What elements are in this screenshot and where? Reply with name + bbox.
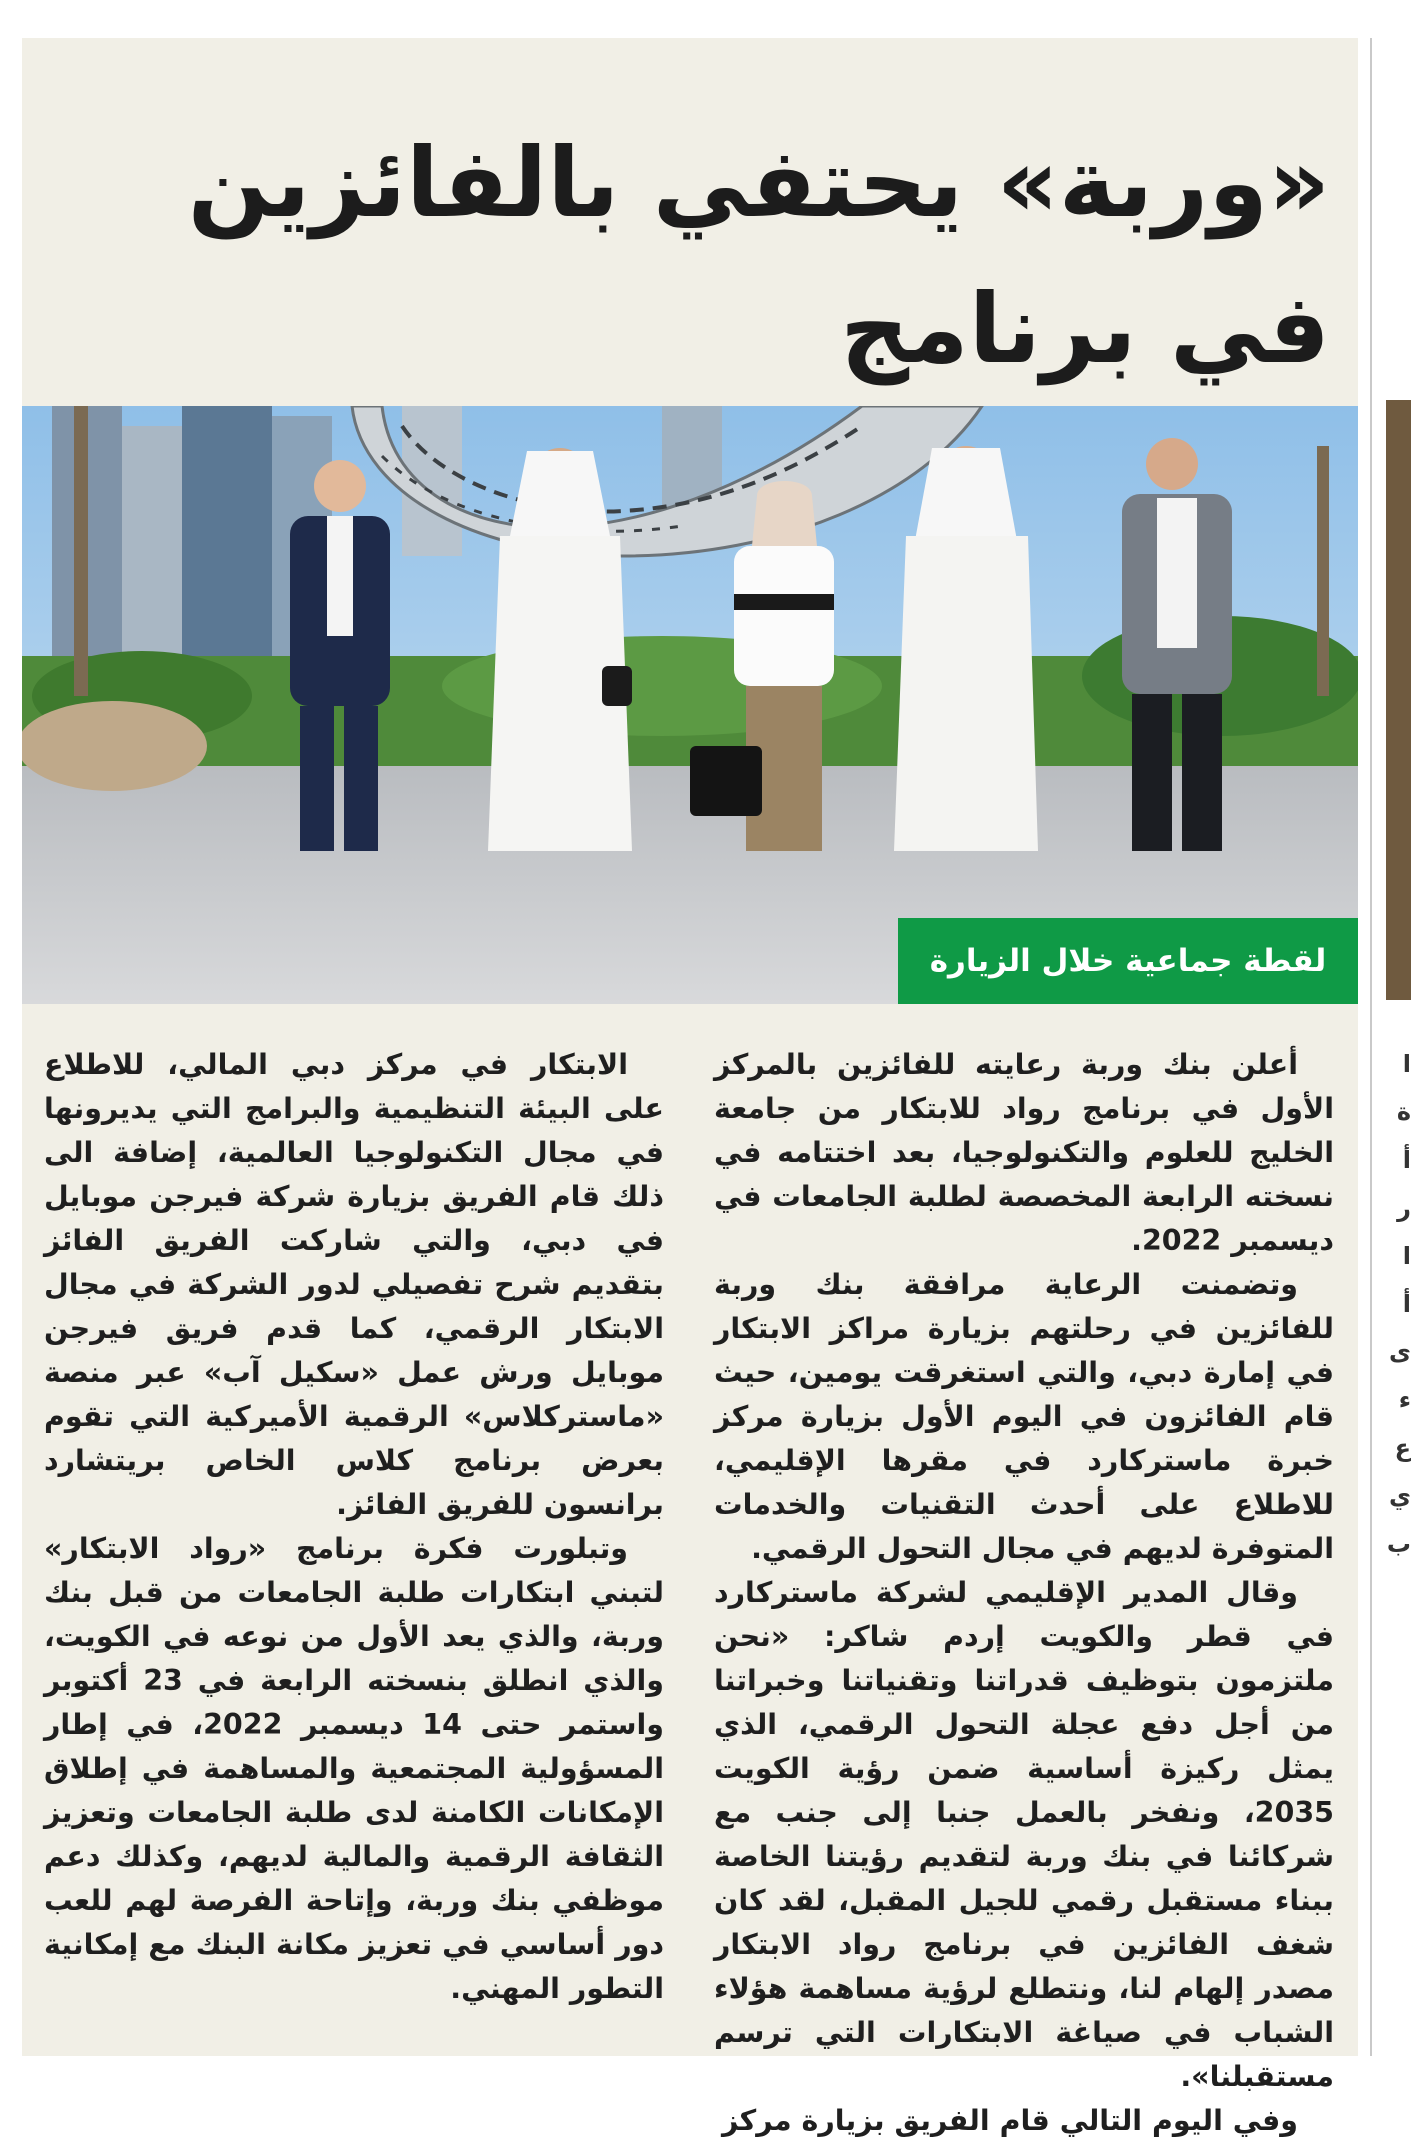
paragraph: وتضمنت الرعاية مرافقة بنك وربة للفائزين في رحلتهم بزيارة مراكز الابتكار في إمارة دبي، والتي استغرقت يومين، حيث قام الفائزون في اليوم الأول بزيارة مركز خبرة ماستركارد في مقرها الإقليمي، للاطلاع على أحدث التقنيات والخدمات المتوفرة لديهم في مجال التحول الرقمي.	[714, 1268, 1334, 1565]
page-edge-divider	[1370, 38, 1372, 2056]
headline-line-1: «وربة» يحتفي بالفائزين في برنامج	[187, 127, 1330, 385]
article-page	[22, 38, 1358, 2137]
side-letter: ة	[1396, 1098, 1411, 1126]
paragraph: وقال المدير الإقليمي لشركة ماستركارد في قطر والكويت إردم شاكر: «نحن ملتزمون بتوظيف قدراتنا وتقنياتنا وخبراتنا من أجل دفع عجلة التحول الرقمي، الذي يمثل ركيزة أساسية ضمن رؤية الكويت 2035، ونفخر بالعمل جنبا إلى جنب مع شركائنا في بنك وربة لتقديم رؤيتنا الخاصة ببناء مستقبل رقمي للجيل المقبل، لقد كان شغف الفائزين في برنامج رواد الابتكار مصدر إلهام لنا، ونتطلع لرؤية مساهمة هؤلاء الشباب في صياغة الابتكارات التي ترسم مستقبلنا».	[714, 1576, 1334, 2093]
article-column-left	[44, 1043, 664, 2011]
paragraph: أعلن بنك وربة رعايته للفائزين بالمركز الأول في برنامج رواد للابتكار من جامعة الخليج للعلوم والتكنولوجيا، بعد اختتامه في نسخته الرابعة المخصصة لطلبة الجامعات في ديسمبر 2022.	[714, 1048, 1334, 1257]
side-letter: ب	[1386, 1530, 1411, 1558]
side-letter: أ	[1402, 1146, 1411, 1174]
article-column-right	[714, 1043, 1334, 2143]
side-letter: ا	[1402, 1242, 1411, 1270]
paragraph: وتبلورت فكرة برنامج «رواد الابتكار» لتبني ابتكارات طلبة الجامعات من قبل بنك وربة، والذي يعد الأول من نوعه في الكويت، والذي انطلق بنسخته الرابعة في 23 أكتوبر واستمر حتى 14 ديسمبر 2022، في إطار المسؤولية المجتمعية والمساهمة في إطلاق الإمكانات الكامنة لدى طلبة الجامعات وتعزيز الثقافة الرقمية والمالية لديهم، وكذلك دعم موظفي بنك وربة، وإتاحة الفرصة لهم للعب دور أساسي في تعزيز مكانة البنك مع إمكانية التطور المهني.	[44, 1532, 665, 2005]
side-letter: ى	[1389, 1338, 1411, 1366]
side-letter: ي	[1389, 1482, 1411, 1510]
adjacent-page-text-fragments	[1386, 1040, 1411, 1568]
paragraph: الابتكار في مركز دبي المالي، للاطلاع على البيئة التنظيمية والبرامج التي يديرونها في مجال التكنولوجيا العالمية، إضافة الى ذلك قام الفريق بزيارة شركة فيرجن موبايل في دبي، والتي شاركت الفريق الفائز بتقديم شرح تفصيلي لدور الشركة في مجال الابتكار الرقمي، كما قدم فريق فيرجن موبايل ورش عمل «سكيل آب» عبر منصة «ماستركلاس» الرقمية الأميركية التي تقوم بعرض برنامج كلاس الخاص بريتشارد برانسون للفريق الفائز.	[44, 1048, 664, 1521]
photo-caption: لقطة جماعية خلال الزيارة	[898, 918, 1358, 1004]
side-letter: ء	[1398, 1386, 1411, 1414]
side-letter: أ	[1402, 1290, 1411, 1318]
side-letter: ر	[1397, 1194, 1411, 1222]
adjacent-page-photo-strip	[1386, 400, 1411, 1000]
side-letter: ا	[1402, 1050, 1411, 1078]
paragraph: وفي اليوم التالي قام الفريق بزيارة مركز	[721, 2104, 1298, 2137]
group-photo	[22, 406, 1358, 1004]
side-letter: ع	[1394, 1434, 1411, 1462]
group-photo-illustration	[22, 406, 1358, 1004]
